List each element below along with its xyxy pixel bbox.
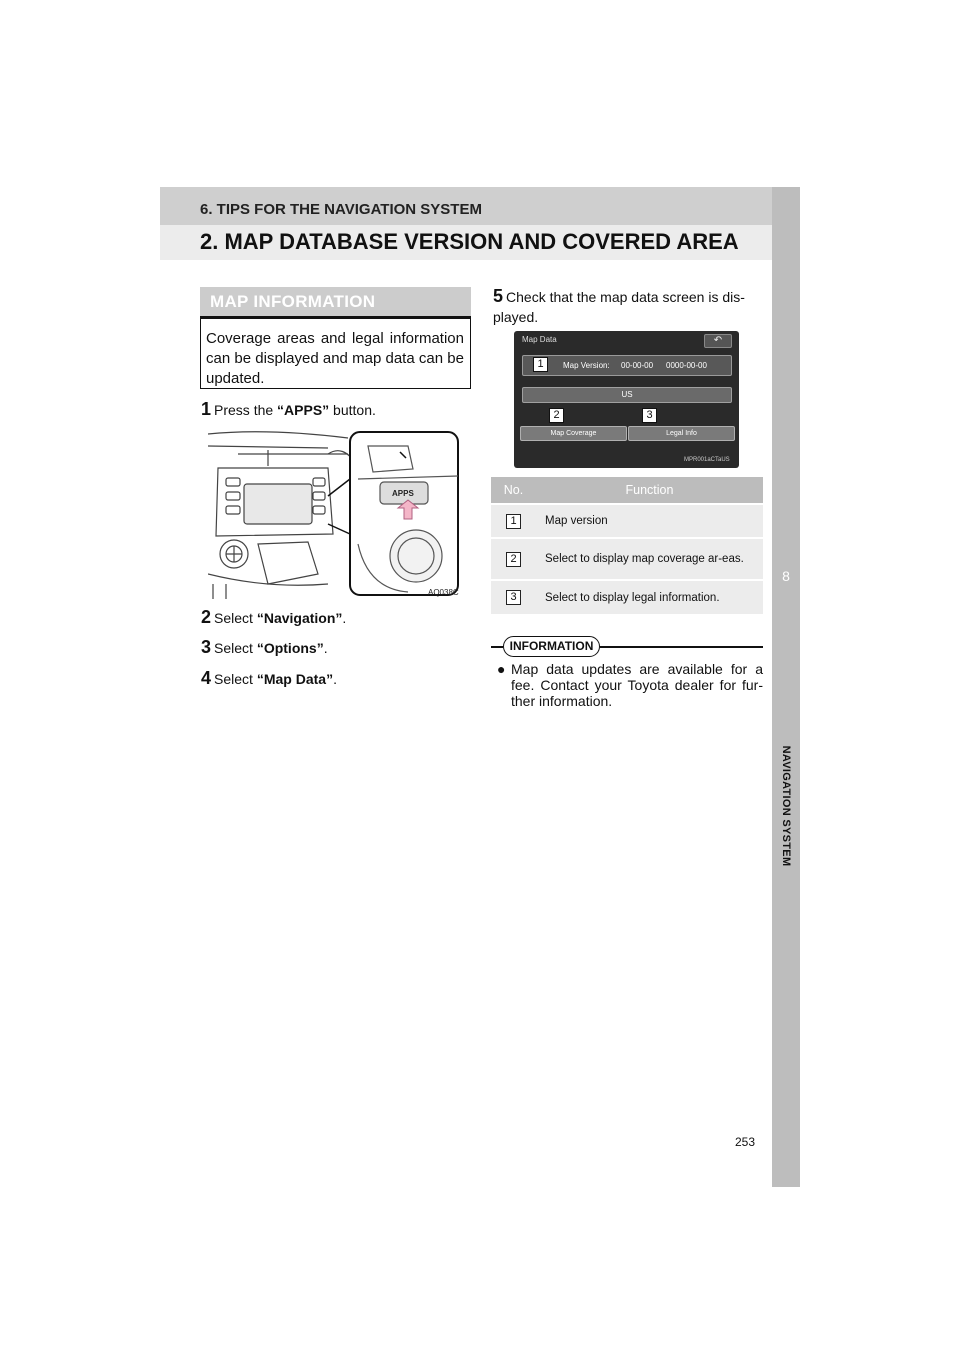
row-number: 1 xyxy=(506,514,521,529)
screen-title: Map Data xyxy=(522,335,557,344)
side-tab xyxy=(772,187,800,1187)
step-5 xyxy=(493,286,763,327)
step-keyword: “Options” xyxy=(256,640,324,656)
row-function: Select to display map coverage ar-eas. xyxy=(536,538,763,580)
row-function: Select to display legal information. xyxy=(536,580,763,614)
table-header-row xyxy=(491,477,763,504)
row-function: Map version xyxy=(536,504,763,538)
information-text: Map data updates are available for a fee. Contact your Toyota dealer for fur-ther information. xyxy=(511,661,763,709)
col-no: No. xyxy=(491,477,536,504)
step-keyword: “Map Data” xyxy=(256,671,334,687)
step-text-end: . xyxy=(323,640,328,656)
table-row xyxy=(491,580,763,614)
map-info-description: Coverage areas and legal information can be displayed and map data can be updated. xyxy=(200,319,471,389)
step-3 xyxy=(201,637,328,658)
row-number-cell xyxy=(491,504,536,538)
page-number: 253 xyxy=(735,1135,756,1149)
step-number: 5 xyxy=(493,286,504,306)
section-label xyxy=(778,747,794,865)
step-text: Select xyxy=(214,640,257,656)
step-text-end: . xyxy=(333,671,337,687)
function-table xyxy=(491,477,763,614)
map-coverage-button[interactable]: Map Coverage xyxy=(520,426,627,441)
section-number-text: 8 xyxy=(782,568,790,584)
col-function: Function xyxy=(536,477,763,504)
row-number: 3 xyxy=(506,590,521,605)
information-item xyxy=(497,661,763,709)
step-number: 3 xyxy=(201,637,212,657)
step-text: Check that the map data screen is dis-played. xyxy=(493,289,745,325)
map-data-screen xyxy=(514,331,739,468)
region-label: US xyxy=(522,387,732,403)
map-version-row xyxy=(522,355,732,376)
chapter-title: 6. TIPS FOR THE NAVIGATION SYSTEM xyxy=(200,201,482,218)
callout-1: 1 xyxy=(533,357,548,372)
callout-3: 3 xyxy=(642,408,657,423)
row-number-cell xyxy=(491,580,536,614)
step-keyword: “Navigation” xyxy=(256,610,343,626)
row-number-cell xyxy=(491,538,536,580)
section-title-bar xyxy=(160,225,800,260)
legal-info-button[interactable]: Legal Info xyxy=(628,426,735,441)
step-text: Select xyxy=(214,671,257,687)
step-keyword: “APPS” xyxy=(277,402,330,418)
chapter-header xyxy=(160,187,800,225)
step-1 xyxy=(201,399,376,420)
page-title: 2. MAP DATABASE VERSION AND COVERED AREA xyxy=(200,229,739,254)
step-text-end: . xyxy=(342,610,347,626)
step-2 xyxy=(201,607,346,628)
step-text: Press the xyxy=(214,402,278,418)
map-version-date: 0000-00-00 xyxy=(666,361,707,370)
step-4 xyxy=(201,668,337,689)
map-info-heading-text: MAP INFORMATION xyxy=(210,292,376,311)
row-number: 2 xyxy=(506,552,521,567)
back-arrow-icon[interactable]: ↶ xyxy=(704,334,732,348)
section-number xyxy=(772,568,800,584)
table-row xyxy=(491,538,763,580)
map-version-value: 00-00-00 xyxy=(621,361,654,370)
callout-2: 2 xyxy=(549,408,564,423)
dashboard-drawing xyxy=(208,424,462,599)
figure-code: AQ038C xyxy=(428,588,459,597)
map-version-label: Map Version: xyxy=(563,361,610,370)
step-number: 2 xyxy=(201,607,212,627)
section-label-text: NAVIGATION SYSTEM xyxy=(780,745,792,867)
dashboard-illustration xyxy=(208,424,462,599)
information-badge: INFORMATION xyxy=(503,636,600,657)
step-number: 1 xyxy=(201,399,212,419)
bullet-icon: ● xyxy=(497,661,506,677)
info-rule-left xyxy=(491,646,503,648)
table-row xyxy=(491,504,763,538)
info-rule-right xyxy=(600,646,763,648)
screen-code: MPR001aCTaUS xyxy=(684,457,730,463)
step-text-end: button. xyxy=(329,402,376,418)
step-number: 4 xyxy=(201,668,212,688)
apps-button-label: APPS xyxy=(392,489,414,498)
step-text: Select xyxy=(214,610,257,626)
map-info-heading xyxy=(200,287,471,317)
